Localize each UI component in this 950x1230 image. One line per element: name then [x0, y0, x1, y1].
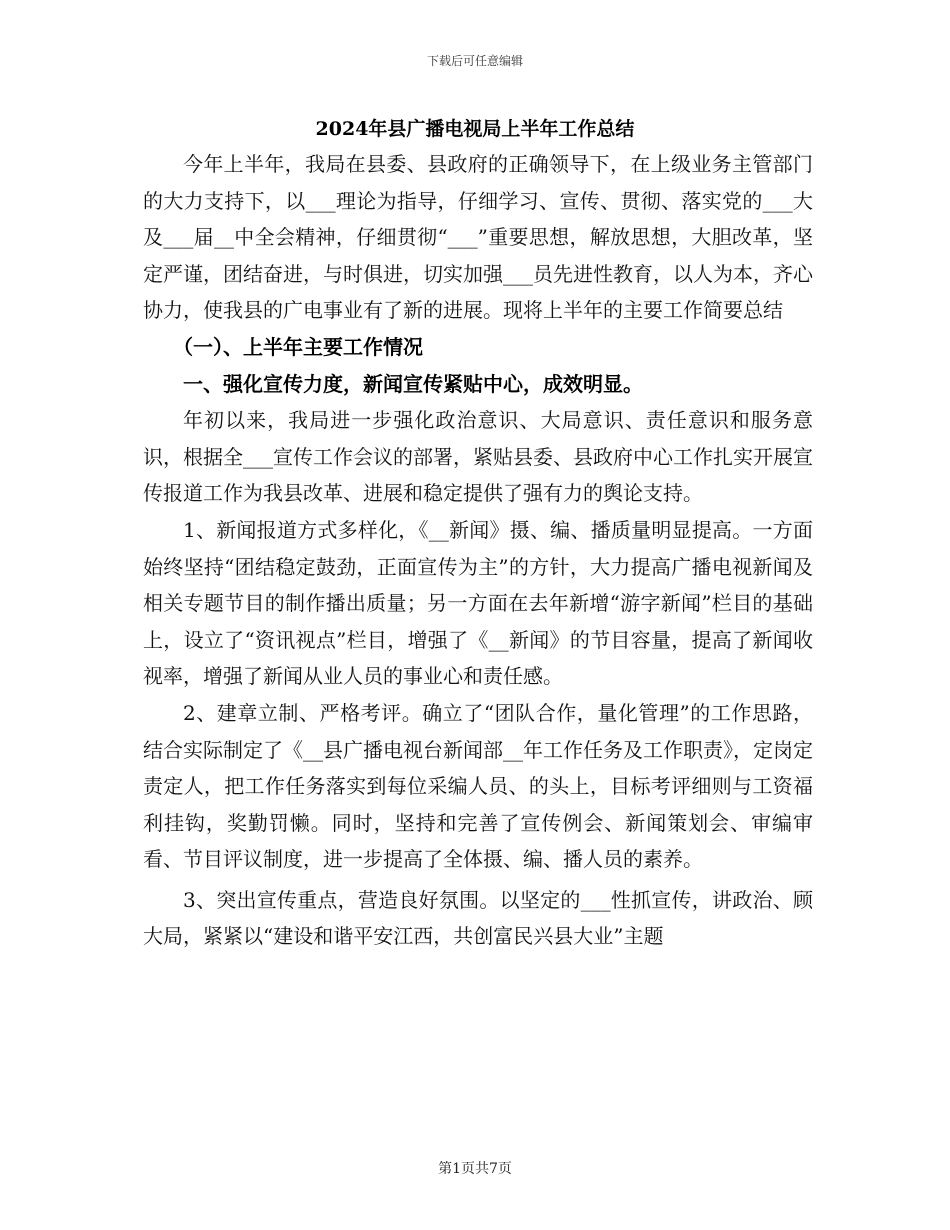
section-heading: （一）、上半年主要工作情况	[173, 334, 423, 359]
paragraph-3: 2、建章立制、严格考评。确立了“团队合作，量化管理”的工作思路，结合实际制定了《__县广播电视台新闻部__年工作任务及工作职责》，定岗定责定人，把工作任务落实到每位采编人员、的头上，目标考评细则与工资福利挂钩，奖勤罚懒。同时，坚持和完善了宣传例会、新闻策划会、审编审看、节目评议制度，进一步提高了全体摄、编、播人员的素养。	[143, 700, 813, 872]
document-body	[143, 146, 813, 955]
header-note: 下载后可任意编辑	[426, 54, 523, 68]
intro-paragraph: 今年上半年，我局在县委、县政府的正确领导下，在上级业务主管部门的大力支持下，以___理论为指导，仔细学习、宣传、贯彻、落实党的___大及___届__中全会精神，仔细贯彻“___”重要思想，解放思想，大胆改革，坚定严谨，团结奋进，与时俱进，切实加强___员先进性教育，以人为本，齐心协力，使我县的广电事业有了新的进展。现将上半年的主要工作简要总结	[143, 152, 813, 323]
paragraph-2: 1、新闻报道方式多样化，《__新闻》摄、编、播质量明显提高。一方面始终坚持“团结稳定鼓劲，正面宣传为主”的方针，大力提高广播电视新闻及相关专题节目的制作播出质量；另一方面在去年新增“游字新闻”栏目的基础上，设立了“资讯视点”栏目，增强了《__新闻》的节目容量，提高了新闻收视率，增强了新闻从业人员的事业心和责任感。	[143, 517, 813, 689]
page-number: 第1页共7页	[438, 1161, 512, 1177]
document-title: 2024年县广播电视局上半年工作总结	[315, 118, 635, 140]
paragraph-1: 年初以来，我局进一步强化政治意识、大局意识、责任意识和服务意识，根据全___宣传工作会议的部署，紧贴县委、县政府中心工作扎实开展宣传报道工作为我县改革、进展和稳定提供了强有力的舆论支持。	[143, 408, 813, 506]
paragraph-4: 3、突出宣传重点，营造良好氛围。以坚定的___性抓宣传，讲政治、顾大局，紧紧以“建设和谐平安江西，共创富民兴县大业”主题	[143, 887, 813, 949]
subsection-heading: 一、强化宣传力度，新闻宣传紧贴中心，成效明显。	[183, 371, 643, 396]
